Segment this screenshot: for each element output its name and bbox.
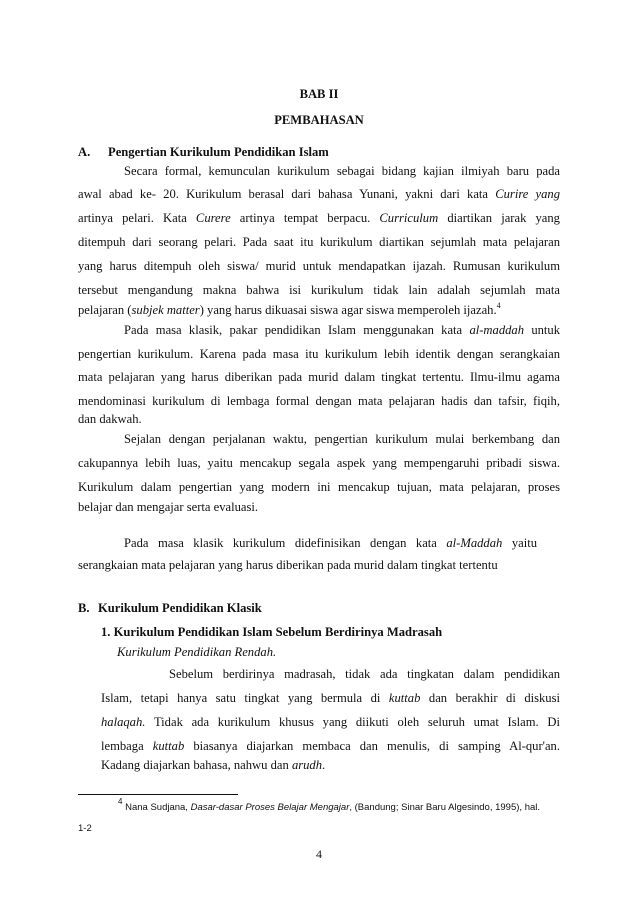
footnote: $^4$ Nana Sudjana, Dasar-dasar Proses Belajar Mengajar, (Bandung; Sinar Baru Algesindo, 1995), hal. <box>118 797 541 813</box>
paragraph-line: Sebelum berdirinya madrasah, tidak ada tingkatan dalam pendidikan <box>169 667 560 681</box>
paragraph-line: lembaga kuttab biasanya diajarkan membaca dan menulis, di samping Al-qur'an. <box>101 739 560 753</box>
paragraph-line: Kadang diajarkan bahasa, nahwu dan arudh. <box>101 758 326 772</box>
paragraph-line: artinya pelari. Kata Curere artinya tempat berpacu. Curriculum diartikan jarak yang <box>78 211 560 225</box>
latin-term: Curriculum <box>379 211 439 225</box>
paragraph-line: Sejalan dengan perjalanan waktu, pengertian kurikulum mulai berkembang dan <box>124 432 560 446</box>
section-a-heading: Pengertian Kurikulum Pendidikan Islam <box>108 145 329 159</box>
paragraph-line: pengertian kurikulum. Karena pada masa itu kurikulum lebih identik dengan serangkaian <box>78 347 560 361</box>
arabic-term: kuttab <box>388 691 421 705</box>
chapter-title: PEMBAHASAN <box>274 113 364 127</box>
paragraph-line: belajar dan mengajar serta evaluasi. <box>78 500 259 514</box>
paragraph-line: serangkaian mata pelajaran yang harus diberikan pada murid dalam tingkat tertentu <box>78 558 498 572</box>
subsection-heading: 1. Kurikulum Pendidikan Islam Sebelum Berdirinya Madrasah <box>101 625 443 639</box>
footnote-separator <box>78 794 238 795</box>
subsubsection-heading: Kurikulum Pendidikan Rendah. <box>117 645 277 659</box>
paragraph-line: ditempuh dari seorang pelari. Pada saat itu kurikulum diartikan sejumlah mata pelajaran <box>78 235 560 249</box>
paragraph-line: mendominasi kurikulum di lembaga formal dengan mata pelajaran hadis dan tafsir, fiqih, <box>78 394 560 408</box>
arabic-term: al-maddah <box>469 323 525 337</box>
paragraph-line: mata pelajaran yang harus diberikan pada murid dalam tingkat tertentu. Ilmu-ilmu agama <box>78 370 560 384</box>
paragraph-line: Secara formal, kemunculan kurikulum sebagai bidang kajian ilmiyah baru pada <box>124 164 560 178</box>
section-b-heading: Kurikulum Pendidikan Klasik <box>98 601 262 615</box>
book-title: Dasar-dasar Proses Belajar Mengajar <box>190 802 350 813</box>
arabic-term: arudh <box>291 758 323 772</box>
section-a-marker: A. <box>78 145 91 159</box>
paragraph-line: Kurikulum dalam pengertian yang modern ini mencakup tujuan, mata pelajaran, proses <box>78 480 560 494</box>
page-number: 4 <box>316 847 322 861</box>
latin-term: subjek matter <box>131 303 200 317</box>
arabic-term: al-Maddah <box>446 536 503 550</box>
paragraph-line: Islam, tetapi hanya satu tingkat yang bermula di kuttab dan berakhir di diskusi <box>101 691 561 705</box>
latin-term: Curire yang <box>495 187 560 201</box>
paragraph-line: Pada masa klasik, pakar pendidikan Islam menggunakan kata al-maddah untuk <box>124 323 560 337</box>
paragraph-line: tersebut mengandung makna bahwa isi kurikulum tidak lain adalah sejumlah mata <box>78 283 560 297</box>
footnote-number: 4 <box>118 797 123 806</box>
paragraph-line: dan dakwah. <box>78 412 142 426</box>
arabic-term: kuttab <box>152 739 185 753</box>
latin-term: Curere <box>195 211 231 225</box>
paragraph-line: pelajaran (subjek matter) yang harus dikuasai siswa agar siswa memperoleh ijazah.$^4$ <box>78 301 501 317</box>
paragraph-line: yang harus ditempuh oleh siswa/ murid untuk mendapatkan ijazah. Rumusan kurikulum <box>78 259 560 273</box>
paragraph-line: Pada masa klasik kurikulum didefinisikan dengan kata al-Maddah yaitu <box>124 536 537 550</box>
paragraph-line: halaqah. Tidak ada kurikulum khusus yang diikuti oleh seluruh umat Islam. Di <box>101 715 560 729</box>
footnote-reference[interactable]: 4 <box>496 301 501 310</box>
paragraph-line: cakupannya lebih luas, yaitu mencakup segala aspek yang mempengaruhi pribadi siswa. <box>78 456 560 470</box>
chapter-label: BAB II <box>299 87 339 101</box>
arabic-term: halaqah. <box>101 715 146 729</box>
section-b-marker: B. <box>78 601 90 615</box>
paragraph-line: awal abad ke- 20. Kurikulum berasal dari bahasa Yunani, yakni dari kata Curire yang <box>78 187 560 201</box>
footnote-continuation: 1-2 <box>78 823 92 834</box>
